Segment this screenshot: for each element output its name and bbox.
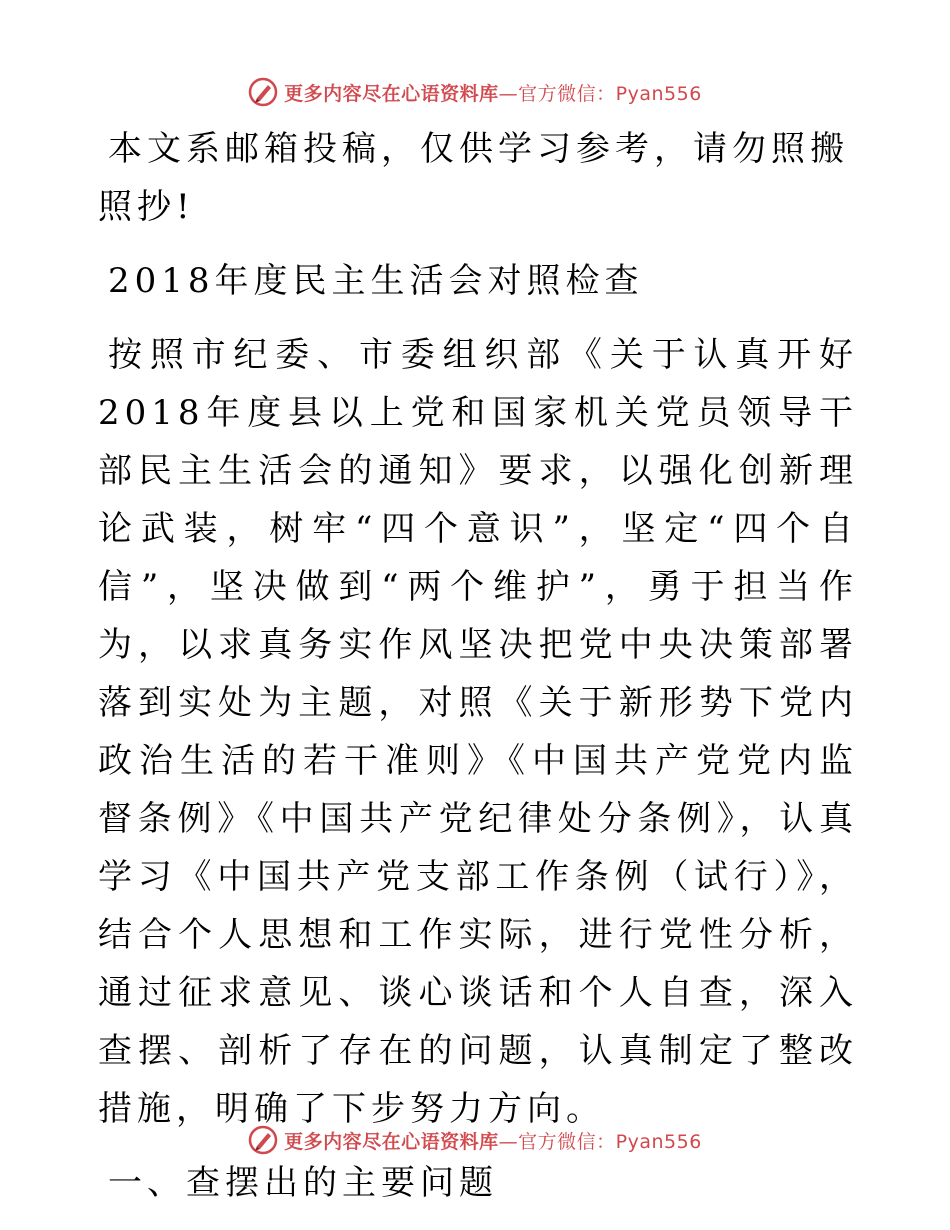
- pen-logo-icon: [248, 1125, 278, 1155]
- watermark-sub: 官方微信：Pyan556: [518, 82, 702, 105]
- watermark-text: [284, 1127, 702, 1154]
- watermark-dash: —: [498, 82, 519, 105]
- pen-logo-icon: [248, 77, 278, 107]
- watermark-dash: —: [498, 1130, 519, 1153]
- watermark-main: 更多内容尽在心语资料库: [284, 1130, 499, 1153]
- section-heading: 一、查摆出的主要问题: [108, 1163, 498, 1203]
- watermark-main: 更多内容尽在心语资料库: [284, 82, 499, 105]
- watermark-text: [284, 79, 702, 106]
- footer-watermark: [0, 1120, 950, 1160]
- notice-text: 本文系邮箱投稿，仅供学习参考，请勿照搬照抄!: [98, 129, 849, 227]
- body-paragraph: 按照市纪委、市委组织部《关于认真开好2018年度县以上党和国家机关党员领导干部民主生活会的通知》要求，以强化创新理论武装，树牢“四个意识”，坚定“四个自信”，坚决做到“两个维护”，勇于担当作为，以求真务实作风坚决把党中央决策部署落到实处为主题，对照《关于新形势下党内政治生活的若干准则》《中国共产党党内监督条例》《中国共产党纪律处分条例》，认真学习《中国共产党支部工作条例（试行）》，结合个人思想和工作实际，进行党性分析，通过征求意见、谈心谈话和个人自查，深入查摆、剖析了存在的问题，认真制定了整改措施，明确了下步努力方向。: [98, 335, 858, 1129]
- document-body: [98, 120, 858, 1212]
- watermark-sub: 官方微信：Pyan556: [518, 1130, 702, 1153]
- document-title: 2018年度民主生活会对照检查: [108, 261, 644, 301]
- header-watermark: [0, 72, 950, 112]
